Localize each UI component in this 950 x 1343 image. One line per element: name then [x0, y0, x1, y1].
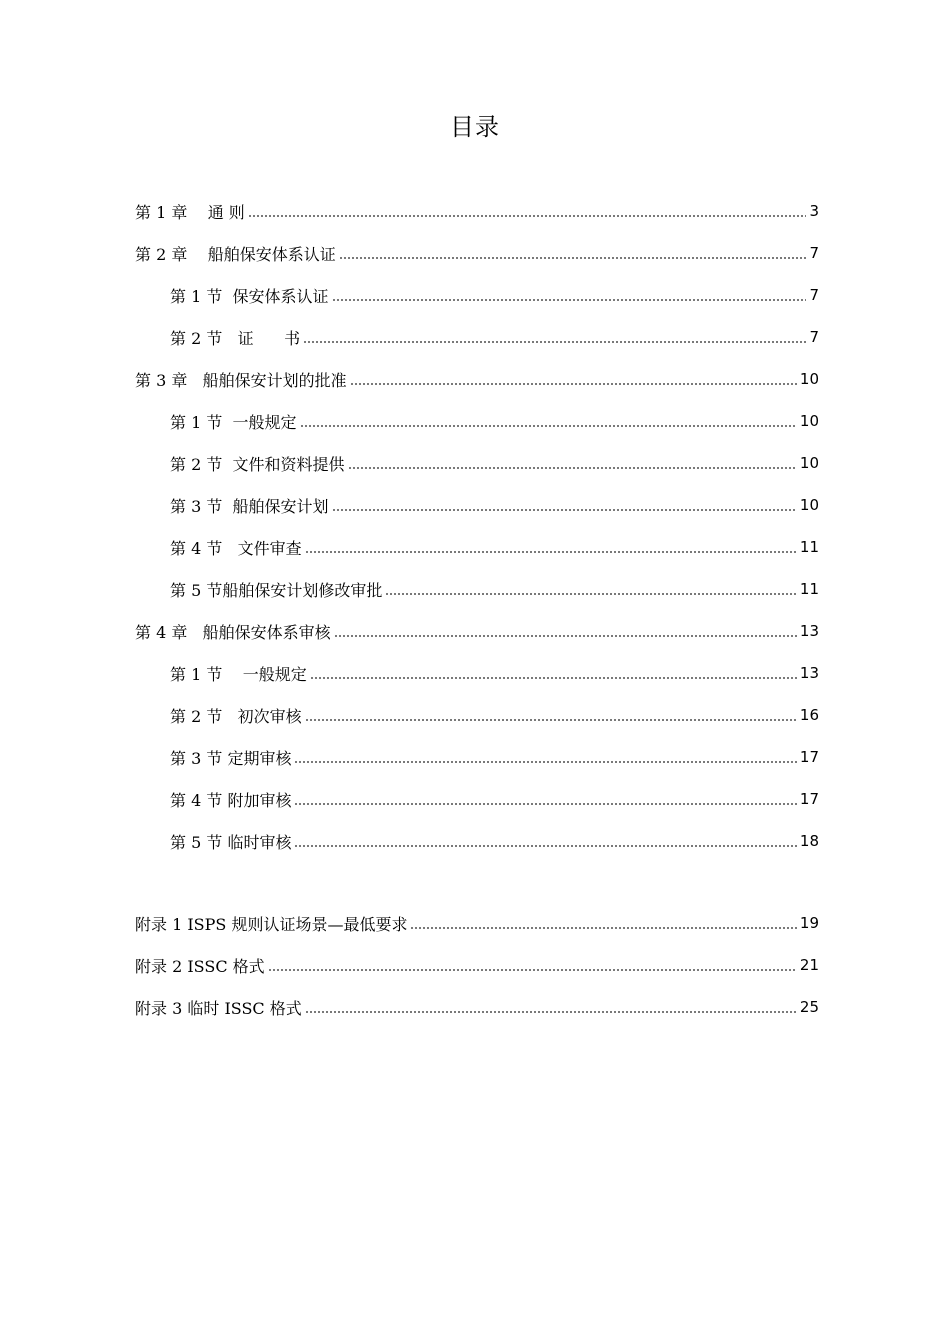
dot-leader	[305, 719, 797, 721]
toc-entry-chapter-3-section-1[interactable]	[135, 400, 819, 442]
toc-page-number: 10	[799, 370, 819, 388]
toc-entry-label: 附录 3 临时 ISSC 格式	[135, 998, 302, 1018]
dot-leader	[303, 341, 806, 343]
dot-leader	[300, 425, 797, 427]
toc-page-number: 17	[799, 790, 819, 808]
toc-page-number: 25	[799, 998, 819, 1016]
dot-leader	[294, 761, 796, 763]
toc-entry-chapter-4-section-3[interactable]	[135, 736, 819, 778]
dot-leader	[348, 467, 797, 469]
toc-page-number: 10	[799, 454, 819, 472]
dot-leader	[385, 593, 797, 595]
toc-entry-chapter-3-section-2[interactable]	[135, 442, 819, 484]
dot-leader	[305, 551, 797, 553]
toc-page-number: 18	[799, 832, 819, 850]
toc-entry-label: 第 1 节 保安体系认证	[170, 286, 329, 306]
toc-list	[135, 190, 819, 1028]
toc-page-number: 11	[799, 538, 819, 556]
toc-page-number: 7	[809, 286, 819, 304]
toc-entry-chapter-3-section-4[interactable]	[135, 526, 819, 568]
toc-entry-label: 第 4 章 船舶保安体系审核	[135, 622, 331, 642]
toc-entry-appendix-3[interactable]	[135, 986, 819, 1028]
toc-entry-appendix-1[interactable]	[135, 902, 819, 944]
dot-leader	[294, 803, 796, 805]
toc-page-number: 17	[799, 748, 819, 766]
toc-page-number: 10	[799, 496, 819, 514]
toc-entry-chapter-4-section-1[interactable]	[135, 652, 819, 694]
toc-page-number: 13	[799, 664, 819, 682]
dot-leader	[268, 969, 797, 971]
dot-leader	[310, 677, 797, 679]
toc-entry-chapter-2-section-2[interactable]	[135, 316, 819, 358]
toc-page-number: 7	[809, 244, 819, 262]
toc-entry-label: 第 3 节 船舶保安计划	[170, 496, 329, 516]
toc-entry-label: 第 4 节 文件审查	[170, 538, 302, 558]
toc-entry-chapter-3-section-5[interactable]	[135, 568, 819, 610]
dot-leader	[294, 845, 796, 847]
toc-entry-label: 第 1 节 一般规定	[170, 664, 307, 684]
toc-entry-chapter-3[interactable]	[135, 358, 819, 400]
toc-entry-label: 第 2 节 文件和资料提供	[170, 454, 345, 474]
toc-entry-label: 附录 2 ISSC 格式	[135, 956, 265, 976]
toc-entry-label: 第 1 节 一般规定	[170, 412, 297, 432]
toc-entry-appendix-2[interactable]	[135, 944, 819, 986]
toc-entry-chapter-2[interactable]	[135, 232, 819, 274]
toc-entry-label: 第 2 章 船舶保安体系认证	[135, 244, 336, 264]
dot-leader	[332, 509, 797, 511]
toc-entry-label: 第 1 章 通 则	[135, 202, 245, 222]
dot-leader	[332, 299, 807, 301]
toc-entry-label: 第 5 节船舶保安计划修改审批	[170, 580, 383, 600]
toc-entry-chapter-4[interactable]	[135, 610, 819, 652]
toc-entry-chapter-4-section-2[interactable]	[135, 694, 819, 736]
toc-page-number: 3	[809, 202, 819, 220]
toc-title: 目录	[450, 113, 500, 141]
dot-leader	[410, 927, 796, 929]
dot-leader	[305, 1011, 797, 1013]
toc-entry-label: 第 5 节 临时审核	[170, 832, 292, 852]
toc-page-number: 19	[799, 914, 819, 932]
toc-entry-chapter-3-section-3[interactable]	[135, 484, 819, 526]
dot-leader	[339, 257, 807, 259]
toc-entry-label: 第 2 节 证 书	[170, 328, 301, 348]
toc-entry-label: 第 2 节 初次审核	[170, 706, 302, 726]
toc-entry-chapter-1[interactable]	[135, 190, 819, 232]
dot-leader	[334, 635, 797, 637]
toc-page-number: 13	[799, 622, 819, 640]
toc-entry-label: 第 3 节 定期审核	[170, 748, 292, 768]
toc-entry-chapter-4-section-5[interactable]	[135, 820, 819, 862]
toc-entry-chapter-4-section-4[interactable]	[135, 778, 819, 820]
toc-page-number: 21	[799, 956, 819, 974]
dot-leader	[350, 383, 797, 385]
toc-entry-label: 第 4 节 附加审核	[170, 790, 292, 810]
toc-entry-label: 第 3 章 船舶保安计划的批准	[135, 370, 347, 390]
toc-page-number: 7	[809, 328, 819, 346]
toc-page-number: 10	[799, 412, 819, 430]
toc-page-number: 11	[799, 580, 819, 598]
dot-leader	[248, 215, 807, 217]
toc-page-number: 16	[799, 706, 819, 724]
toc-entry-label: 附录 1 ISPS 规则认证场景—最低要求	[135, 914, 408, 934]
toc-entry-chapter-2-section-1[interactable]	[135, 274, 819, 316]
